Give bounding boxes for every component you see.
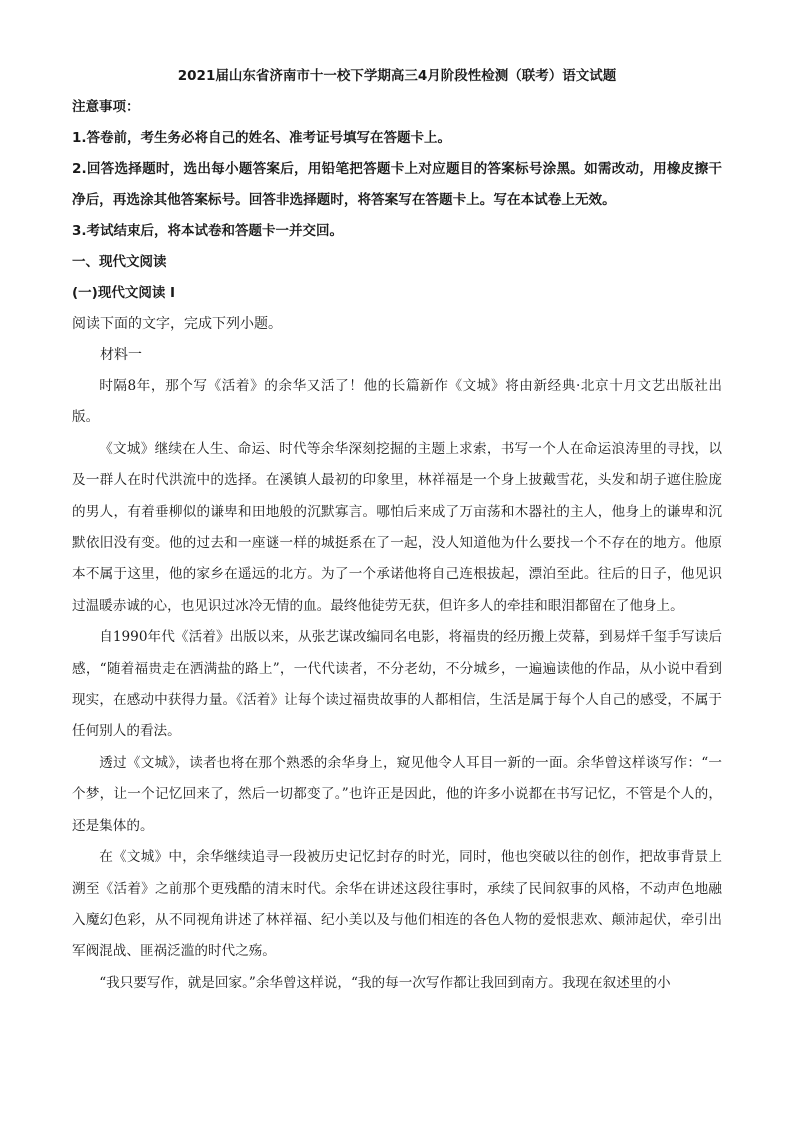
notice-item-1: 1.答卷前，考生务必将自己的姓名、准考证号填写在答题卡上。	[72, 130, 452, 146]
notice-heading: 注意事项：	[72, 99, 140, 115]
document-body	[72, 66, 722, 999]
paragraph-1: 时隔8年，那个写《活着》的余华又活了！他的长篇新作《文城》将由新经典·北京十月文艺出版社出版。	[72, 378, 722, 426]
paragraph-6: “我只要写作，就是回家。”余华曾这样说，“我的每一次写作都让我回到南方。我现在叙述里的小	[99, 974, 671, 991]
material-label: 材料一	[100, 347, 142, 363]
paragraph-2: 《文城》继续在人生、命运、时代等余华深刻挖掘的主题上求索，书写一个人在命运浪涛里的寻找，以及一群人在时代洪流中的选择。在溪镇人最初的印象里，林祥福是一个身上披戴雪花，头发和胡子遮住脸庞的男人，有着垂柳似的谦卑和田地般的沉默寡言。哪怕后来成了万亩荡和木器社的主人，他身上的谦卑和沉默依旧没有变。他的过去和一座谜一样的城挺系在了一起，没人知道他为什么要找一个不存在的地方。他原本不属于这里，他的家乡在遥远的北方。为了一个承诺他将自己连根拔起，漂泊至此。往后的日子，他见识过温暖赤诚的心，也见识过冰冷无情的血。最终他徒劳无获，但许多人的牵挂和眼泪都留在了他身上。	[72, 440, 722, 614]
paragraph-3: 自1990年代《活着》出版以来，从张艺谋改编同名电影，将福贵的经历搬上荧幕，到易烊千玺手写读后感，“随着福贵走在洒满盐的路上”，一代代读者，不分老幼，不分城乡，一遍遍读他的作品，从小说中看到现实，在感动中获得力量。《活着》让每个读过福贵故事的人都相信，生活是属于每个人自己的感受，不属于任何别人的看法。	[72, 629, 722, 740]
notice-item-3: 3.考试结束后，将本试卷和答题卡一并交回。	[72, 223, 344, 239]
subsection-heading: (一)现代文阅读 I	[72, 285, 176, 301]
exam-title: 2021届山东省济南市十一校下学期高三4月阶段性检测（联考）语文试题	[177, 68, 617, 84]
reading-instruction: 阅读下面的文字，完成下列小题。	[72, 316, 282, 332]
section-heading: 一、现代文阅读	[72, 254, 167, 270]
notice-item-2: 2.回答选择题时，选出每小题答案后，用铅笔把答题卡上对应题目的答案标号涂黑。如需改动，用橡皮擦干净后，再选涂其他答案标号。回答非选择题时，将答案写在答题卡上。写在本试卷上无效。	[72, 161, 722, 208]
paragraph-4: 透过《文城》，读者也将在那个熟悉的余华身上，窥见他令人耳目一新的一面。余华曾这样谈写作：“一个梦，让一个记忆回来了，然后一切都变了。”也许正是因此，他的许多小说都在书写记忆，不管是个人的，还是集体的。	[72, 754, 722, 834]
paragraph-5: 在《文城》中，余华继续追寻一段被历史记忆封存的时光，同时，他也突破以往的创作，把故事背景上溯至《活着》之前那个更残酷的清末时代。余华在讲述这段往事时，承续了民间叙事的风格，不动声色地融入魔幻色彩，从不同视角讲述了林祥福、纪小美以及与他们相连的各色人物的爱恨悲欢、颠沛起伏，牵引出军阀混战、匪祸泛滥的时代之殇。	[72, 849, 722, 960]
